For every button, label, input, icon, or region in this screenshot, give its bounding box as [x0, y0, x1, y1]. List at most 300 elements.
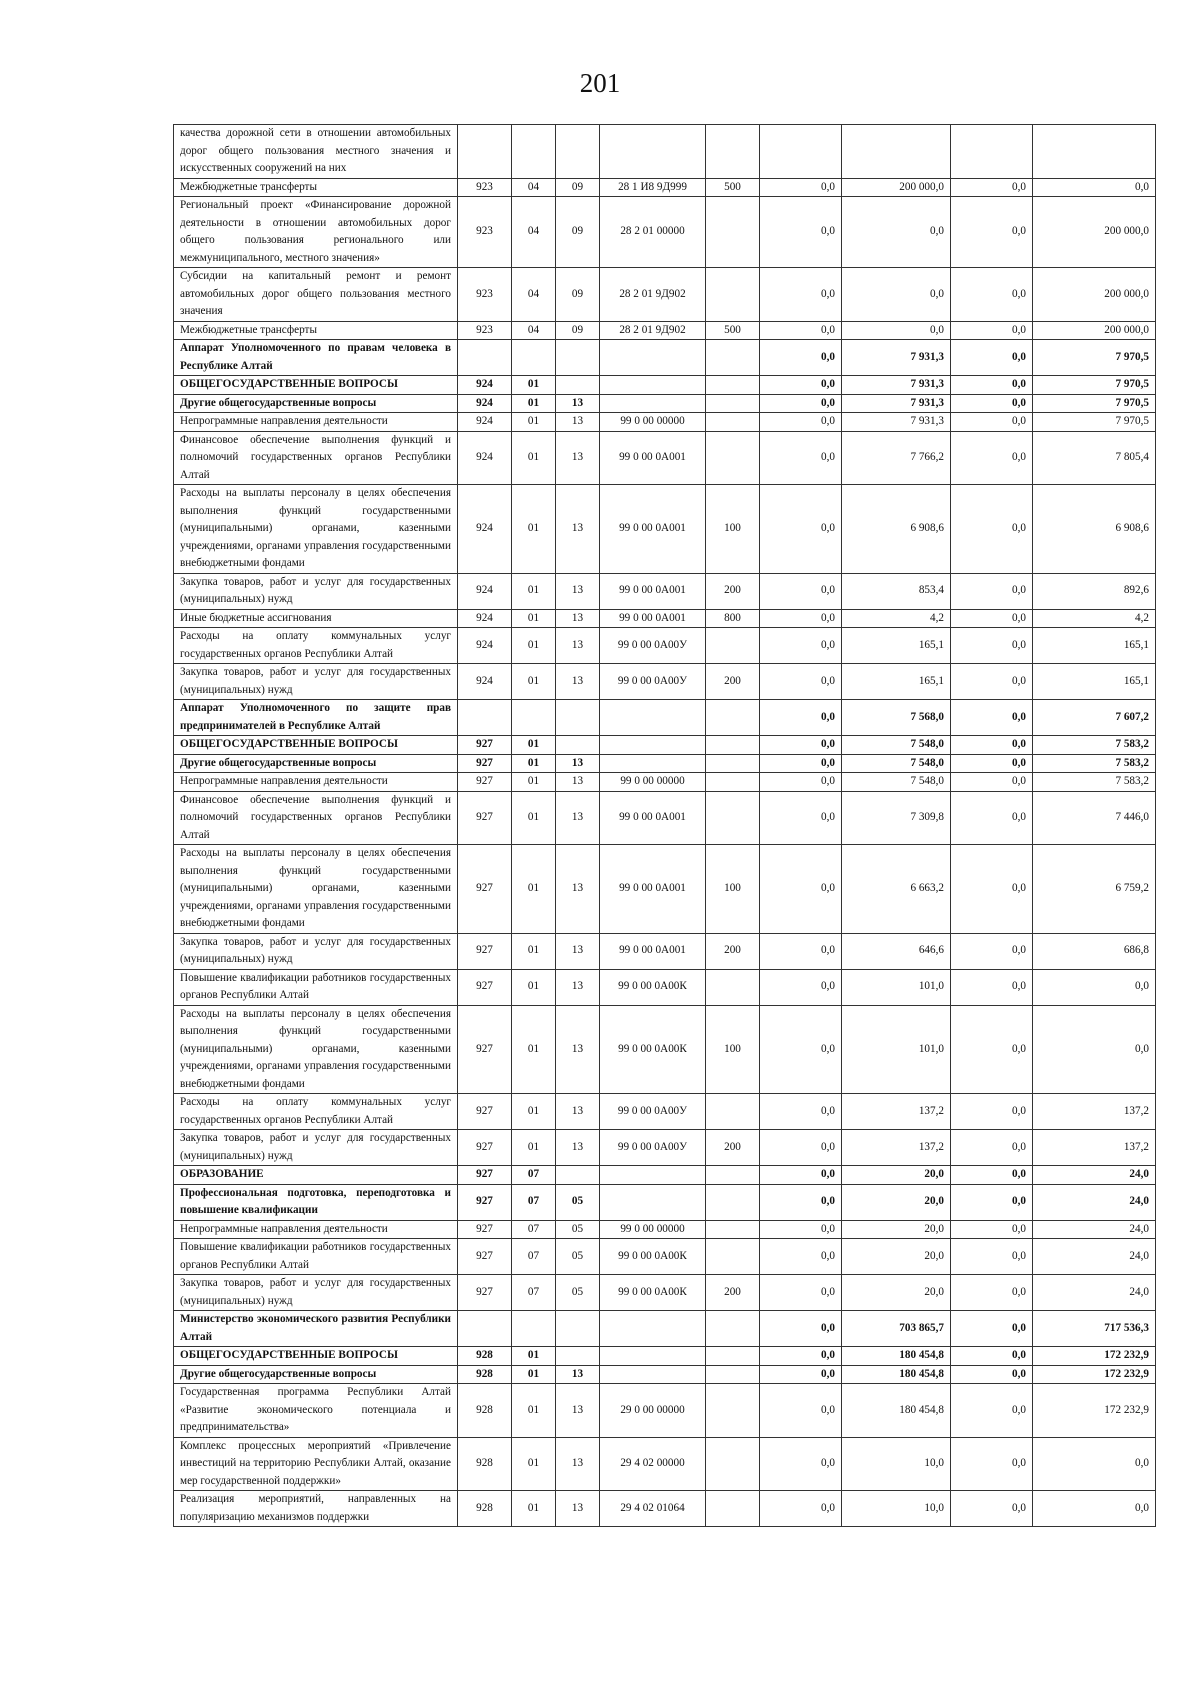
grbs-code-cell: 927: [458, 1094, 512, 1130]
subsection-code-cell: 13: [556, 628, 600, 664]
table-row: [174, 268, 1156, 322]
table-row: [174, 1094, 1156, 1130]
subsection-code-cell: 13: [556, 1384, 600, 1438]
amount-cell: [1033, 125, 1156, 179]
target-article-cell: 99 0 00 00000: [600, 773, 706, 792]
amount-cell: 7 583,2: [1033, 773, 1156, 792]
expense-type-cell: [706, 754, 760, 773]
row-name-cell: Другие общегосударственные вопросы: [174, 1365, 458, 1384]
row-name-cell: качества дорожной сети в отношении автомобильных дорог общего пользования местного значения и искусственных сооружений на них: [174, 125, 458, 179]
grbs-code-cell: 924: [458, 609, 512, 628]
amount-cell: 0,0: [760, 609, 842, 628]
section-code-cell: [512, 700, 556, 736]
expense-type-cell: [706, 1347, 760, 1366]
amount-cell: 0,0: [951, 1184, 1033, 1220]
table-row: [174, 1347, 1156, 1366]
amount-cell: 7 607,2: [1033, 700, 1156, 736]
row-name-cell: Другие общегосударственные вопросы: [174, 394, 458, 413]
grbs-code-cell: 924: [458, 376, 512, 395]
expense-type-cell: [706, 969, 760, 1005]
amount-cell: 0,0: [760, 1491, 842, 1527]
section-code-cell: 01: [512, 969, 556, 1005]
expense-type-cell: [706, 268, 760, 322]
target-article-cell: 99 0 00 0А001: [600, 791, 706, 845]
amount-cell: 0,0: [842, 268, 951, 322]
grbs-code-cell: 928: [458, 1437, 512, 1491]
target-article-cell: [600, 394, 706, 413]
table-row: [174, 1311, 1156, 1347]
amount-cell: 20,0: [842, 1166, 951, 1185]
target-article-cell: 28 2 01 00000: [600, 197, 706, 268]
subsection-code-cell: [556, 376, 600, 395]
table-row: [174, 1184, 1156, 1220]
grbs-code-cell: 927: [458, 969, 512, 1005]
row-name-cell: Профессиональная подготовка, переподготовка и повышение квалификации: [174, 1184, 458, 1220]
expense-type-cell: [706, 1384, 760, 1438]
subsection-code-cell: 13: [556, 664, 600, 700]
table-row: [174, 933, 1156, 969]
amount-cell: 20,0: [842, 1220, 951, 1239]
section-code-cell: 01: [512, 773, 556, 792]
amount-cell: 0,0: [1033, 178, 1156, 197]
amount-cell: 0,0: [760, 1311, 842, 1347]
row-name-cell: Другие общегосударственные вопросы: [174, 754, 458, 773]
row-name-cell: Расходы на оплату коммунальных услуг государственных органов Республики Алтай: [174, 628, 458, 664]
amount-cell: 0,0: [760, 1437, 842, 1491]
section-code-cell: 01: [512, 1437, 556, 1491]
amount-cell: 0,0: [951, 1005, 1033, 1094]
amount-cell: 0,0: [951, 1130, 1033, 1166]
subsection-code-cell: [556, 1311, 600, 1347]
target-article-cell: 99 0 00 00000: [600, 413, 706, 432]
target-article-cell: 99 0 00 0А001: [600, 933, 706, 969]
row-name-cell: Расходы на выплаты персоналу в целях обеспечения выполнения функций государственными (муниципальными) органами, казенными учреждениями, органами управления государственными внебюджетными фондами: [174, 845, 458, 934]
row-name-cell: Финансовое обеспечение выполнения функций и полномочий государственных органов Республики Алтай: [174, 431, 458, 485]
table-row: [174, 431, 1156, 485]
section-code-cell: 01: [512, 933, 556, 969]
amount-cell: 24,0: [1033, 1166, 1156, 1185]
row-name-cell: Закупка товаров, работ и услуг для государственных (муниципальных) нужд: [174, 1275, 458, 1311]
amount-cell: 101,0: [842, 1005, 951, 1094]
amount-cell: 24,0: [1033, 1220, 1156, 1239]
grbs-code-cell: 924: [458, 485, 512, 574]
amount-cell: 0,0: [760, 700, 842, 736]
section-code-cell: 01: [512, 664, 556, 700]
amount-cell: 137,2: [1033, 1094, 1156, 1130]
grbs-code-cell: 927: [458, 736, 512, 755]
amount-cell: 892,6: [1033, 573, 1156, 609]
target-article-cell: 28 1 И8 9Д999: [600, 178, 706, 197]
expense-type-cell: [706, 394, 760, 413]
expense-type-cell: [706, 773, 760, 792]
target-article-cell: 28 2 01 9Д902: [600, 321, 706, 340]
amount-cell: 7 568,0: [842, 700, 951, 736]
section-code-cell: 07: [512, 1239, 556, 1275]
expense-type-cell: [706, 1166, 760, 1185]
page-number: 201: [579, 68, 621, 98]
target-article-cell: [600, 736, 706, 755]
table-row: [174, 628, 1156, 664]
expense-type-cell: [706, 791, 760, 845]
section-code-cell: 01: [512, 736, 556, 755]
table-row: [174, 1437, 1156, 1491]
amount-cell: 137,2: [1033, 1130, 1156, 1166]
amount-cell: 7 931,3: [842, 413, 951, 432]
expense-type-cell: [706, 1365, 760, 1384]
table-row: [174, 969, 1156, 1005]
expense-type-cell: [706, 340, 760, 376]
table-row: [174, 845, 1156, 934]
target-article-cell: 99 0 00 0А00У: [600, 1094, 706, 1130]
section-code-cell: 01: [512, 485, 556, 574]
amount-cell: 7 970,5: [1033, 413, 1156, 432]
amount-cell: 0,0: [760, 791, 842, 845]
amount-cell: 0,0: [951, 1094, 1033, 1130]
target-article-cell: 29 0 00 00000: [600, 1384, 706, 1438]
amount-cell: 0,0: [951, 268, 1033, 322]
subsection-code-cell: 13: [556, 754, 600, 773]
expense-type-cell: 200: [706, 933, 760, 969]
amount-cell: 180 454,8: [842, 1384, 951, 1438]
amount-cell: 10,0: [842, 1491, 951, 1527]
amount-cell: 24,0: [1033, 1184, 1156, 1220]
expense-type-cell: [706, 736, 760, 755]
row-name-cell: Расходы на выплаты персоналу в целях обеспечения выполнения функций государственными (муниципальными) органами, казенными учреждениями, органами управления государственными внебюджетными фондами: [174, 485, 458, 574]
table-row: [174, 178, 1156, 197]
amount-cell: 200 000,0: [842, 178, 951, 197]
amount-cell: 0,0: [842, 197, 951, 268]
table-row: [174, 609, 1156, 628]
expense-type-cell: 500: [706, 321, 760, 340]
row-name-cell: Непрограммные направления деятельности: [174, 413, 458, 432]
expense-type-cell: [706, 376, 760, 395]
section-code-cell: 01: [512, 845, 556, 934]
row-name-cell: Комплекс процессных мероприятий «Привлечение инвестиций на территорию Республики Алтай, оказание мер государственной поддержки»: [174, 1437, 458, 1491]
subsection-code-cell: 13: [556, 1437, 600, 1491]
target-article-cell: 29 4 02 00000: [600, 1437, 706, 1491]
grbs-code-cell: 928: [458, 1365, 512, 1384]
target-article-cell: [600, 125, 706, 179]
amount-cell: 0,0: [951, 1311, 1033, 1347]
target-article-cell: 99 0 00 0А001: [600, 573, 706, 609]
target-article-cell: 99 0 00 0А00У: [600, 664, 706, 700]
grbs-code-cell: 928: [458, 1491, 512, 1527]
row-name-cell: Реализация мероприятий, направленных на популяризацию механизмов поддержки: [174, 1491, 458, 1527]
subsection-code-cell: 13: [556, 413, 600, 432]
table-row: [174, 125, 1156, 179]
amount-cell: 0,0: [951, 1166, 1033, 1185]
expense-type-cell: 200: [706, 1275, 760, 1311]
amount-cell: 0,0: [951, 1220, 1033, 1239]
amount-cell: 0,0: [951, 573, 1033, 609]
section-code-cell: 01: [512, 1365, 556, 1384]
subsection-code-cell: 13: [556, 573, 600, 609]
grbs-code-cell: 923: [458, 268, 512, 322]
subsection-code-cell: 13: [556, 845, 600, 934]
amount-cell: 0,0: [760, 1094, 842, 1130]
section-code-cell: 01: [512, 754, 556, 773]
amount-cell: 0,0: [760, 933, 842, 969]
grbs-code-cell: 927: [458, 933, 512, 969]
amount-cell: 4,2: [842, 609, 951, 628]
amount-cell: 7 970,5: [1033, 376, 1156, 395]
amount-cell: 0,0: [760, 178, 842, 197]
table-row: [174, 1166, 1156, 1185]
amount-cell: [842, 125, 951, 179]
amount-cell: 0,0: [951, 1491, 1033, 1527]
expense-type-cell: [706, 1239, 760, 1275]
amount-cell: 0,0: [951, 1365, 1033, 1384]
amount-cell: 0,0: [951, 485, 1033, 574]
amount-cell: 0,0: [760, 754, 842, 773]
amount-cell: 0,0: [951, 754, 1033, 773]
section-code-cell: [512, 340, 556, 376]
amount-cell: 0,0: [951, 376, 1033, 395]
amount-cell: 20,0: [842, 1184, 951, 1220]
row-name-cell: Государственная программа Республики Алтай «Развитие экономического потенциала и предпринимательства»: [174, 1384, 458, 1438]
amount-cell: 0,0: [1033, 1437, 1156, 1491]
amount-cell: 200 000,0: [1033, 268, 1156, 322]
table-row: [174, 700, 1156, 736]
amount-cell: 7 583,2: [1033, 754, 1156, 773]
amount-cell: 0,0: [760, 1005, 842, 1094]
table-row: [174, 1130, 1156, 1166]
subsection-code-cell: 13: [556, 969, 600, 1005]
section-code-cell: 04: [512, 321, 556, 340]
subsection-code-cell: [556, 736, 600, 755]
row-name-cell: Иные бюджетные ассигнования: [174, 609, 458, 628]
amount-cell: 165,1: [842, 628, 951, 664]
amount-cell: 7 931,3: [842, 340, 951, 376]
expense-type-cell: 100: [706, 845, 760, 934]
expense-type-cell: 200: [706, 573, 760, 609]
subsection-code-cell: 13: [556, 791, 600, 845]
section-code-cell: 04: [512, 268, 556, 322]
amount-cell: 180 454,8: [842, 1365, 951, 1384]
target-article-cell: [600, 340, 706, 376]
amount-cell: 686,8: [1033, 933, 1156, 969]
grbs-code-cell: 923: [458, 321, 512, 340]
amount-cell: 101,0: [842, 969, 951, 1005]
amount-cell: 0,0: [951, 431, 1033, 485]
section-code-cell: 01: [512, 376, 556, 395]
row-name-cell: Межбюджетные трансферты: [174, 321, 458, 340]
target-article-cell: 99 0 00 0А001: [600, 845, 706, 934]
row-name-cell: Расходы на оплату коммунальных услуг государственных органов Республики Алтай: [174, 1094, 458, 1130]
section-code-cell: 01: [512, 1491, 556, 1527]
amount-cell: 7 548,0: [842, 773, 951, 792]
amount-cell: [951, 125, 1033, 179]
table-row: [174, 736, 1156, 755]
grbs-code-cell: 927: [458, 1239, 512, 1275]
table-row: [174, 394, 1156, 413]
amount-cell: 0,0: [760, 485, 842, 574]
amount-cell: 0,0: [951, 969, 1033, 1005]
target-article-cell: 29 4 02 01064: [600, 1491, 706, 1527]
amount-cell: 0,0: [951, 1239, 1033, 1275]
amount-cell: 0,0: [951, 933, 1033, 969]
row-name-cell: Повышение квалификации работников государственных органов Республики Алтай: [174, 969, 458, 1005]
amount-cell: 646,6: [842, 933, 951, 969]
expense-type-cell: 800: [706, 609, 760, 628]
row-name-cell: Закупка товаров, работ и услуг для государственных (муниципальных) нужд: [174, 573, 458, 609]
amount-cell: 137,2: [842, 1094, 951, 1130]
amount-cell: 7 548,0: [842, 754, 951, 773]
row-name-cell: Непрограммные направления деятельности: [174, 1220, 458, 1239]
section-code-cell: 01: [512, 628, 556, 664]
row-name-cell: ОБРАЗОВАНИЕ: [174, 1166, 458, 1185]
amount-cell: 6 908,6: [842, 485, 951, 574]
amount-cell: 4,2: [1033, 609, 1156, 628]
amount-cell: 0,0: [760, 1347, 842, 1366]
grbs-code-cell: 927: [458, 845, 512, 934]
amount-cell: 200 000,0: [1033, 197, 1156, 268]
subsection-code-cell: 05: [556, 1275, 600, 1311]
subsection-code-cell: 05: [556, 1220, 600, 1239]
grbs-code-cell: 927: [458, 1220, 512, 1239]
amount-cell: 0,0: [1033, 1005, 1156, 1094]
budget-table: [173, 124, 1156, 1527]
grbs-code-cell: 927: [458, 1005, 512, 1094]
expense-type-cell: 500: [706, 178, 760, 197]
expense-type-cell: 200: [706, 664, 760, 700]
table-row: [174, 664, 1156, 700]
grbs-code-cell: 923: [458, 178, 512, 197]
subsection-code-cell: 13: [556, 609, 600, 628]
amount-cell: 0,0: [760, 321, 842, 340]
subsection-code-cell: 13: [556, 933, 600, 969]
amount-cell: 0,0: [951, 1384, 1033, 1438]
grbs-code-cell: 924: [458, 394, 512, 413]
section-code-cell: 04: [512, 197, 556, 268]
amount-cell: 0,0: [951, 628, 1033, 664]
amount-cell: 0,0: [1033, 969, 1156, 1005]
section-code-cell: 01: [512, 573, 556, 609]
grbs-code-cell: [458, 125, 512, 179]
grbs-code-cell: 924: [458, 413, 512, 432]
amount-cell: 24,0: [1033, 1275, 1156, 1311]
table-row: [174, 754, 1156, 773]
target-article-cell: 99 0 00 0А00У: [600, 1130, 706, 1166]
amount-cell: 0,0: [760, 1184, 842, 1220]
expense-type-cell: [706, 1437, 760, 1491]
grbs-code-cell: 924: [458, 573, 512, 609]
target-article-cell: 99 0 00 0А00К: [600, 1275, 706, 1311]
row-name-cell: Непрограммные направления деятельности: [174, 773, 458, 792]
table-row: [174, 413, 1156, 432]
grbs-code-cell: 924: [458, 664, 512, 700]
expense-type-cell: 100: [706, 1005, 760, 1094]
amount-cell: 0,0: [760, 394, 842, 413]
section-code-cell: 01: [512, 1347, 556, 1366]
expense-type-cell: [706, 1094, 760, 1130]
target-article-cell: 99 0 00 00000: [600, 1220, 706, 1239]
subsection-code-cell: 13: [556, 485, 600, 574]
grbs-code-cell: 928: [458, 1347, 512, 1366]
section-code-cell: [512, 1311, 556, 1347]
amount-cell: 0,0: [951, 413, 1033, 432]
subsection-code-cell: 13: [556, 431, 600, 485]
section-code-cell: 01: [512, 413, 556, 432]
grbs-code-cell: 927: [458, 1275, 512, 1311]
grbs-code-cell: 927: [458, 754, 512, 773]
row-name-cell: Финансовое обеспечение выполнения функций и полномочий государственных органов Республики Алтай: [174, 791, 458, 845]
table-row: [174, 1005, 1156, 1094]
amount-cell: 165,1: [842, 664, 951, 700]
amount-cell: 0,0: [951, 664, 1033, 700]
row-name-cell: Аппарат Уполномоченного по правам человека в Республике Алтай: [174, 340, 458, 376]
table-row: [174, 1365, 1156, 1384]
subsection-code-cell: 13: [556, 1005, 600, 1094]
subsection-code-cell: [556, 125, 600, 179]
section-code-cell: 01: [512, 394, 556, 413]
amount-cell: 0,0: [760, 340, 842, 376]
grbs-code-cell: 923: [458, 197, 512, 268]
grbs-code-cell: 927: [458, 1184, 512, 1220]
expense-type-cell: [706, 1220, 760, 1239]
section-code-cell: 01: [512, 1005, 556, 1094]
expense-type-cell: [706, 700, 760, 736]
section-code-cell: 01: [512, 791, 556, 845]
grbs-code-cell: 927: [458, 791, 512, 845]
amount-cell: 20,0: [842, 1275, 951, 1311]
amount-cell: 717 536,3: [1033, 1311, 1156, 1347]
target-article-cell: 99 0 00 0А00У: [600, 628, 706, 664]
target-article-cell: 99 0 00 0А00К: [600, 1239, 706, 1275]
row-name-cell: ОБЩЕГОСУДАРСТВЕННЫЕ ВОПРОСЫ: [174, 1347, 458, 1366]
amount-cell: 0,0: [951, 321, 1033, 340]
row-name-cell: ОБЩЕГОСУДАРСТВЕННЫЕ ВОПРОСЫ: [174, 736, 458, 755]
target-article-cell: 99 0 00 0А001: [600, 431, 706, 485]
row-name-cell: Региональный проект «Финансирование дорожной деятельности в отношении автомобильных дорог общего пользования регионального или межмуниципального, местного значения»: [174, 197, 458, 268]
amount-cell: 0,0: [760, 1239, 842, 1275]
amount-cell: 0,0: [760, 1130, 842, 1166]
section-code-cell: 01: [512, 431, 556, 485]
section-code-cell: [512, 125, 556, 179]
amount-cell: 0,0: [760, 1365, 842, 1384]
amount-cell: 0,0: [951, 197, 1033, 268]
table-row: [174, 1220, 1156, 1239]
amount-cell: 7 970,5: [1033, 340, 1156, 376]
amount-cell: 853,4: [842, 573, 951, 609]
grbs-code-cell: [458, 340, 512, 376]
target-article-cell: 99 0 00 0А001: [600, 609, 706, 628]
amount-cell: 0,0: [760, 1220, 842, 1239]
amount-cell: 7 931,3: [842, 394, 951, 413]
table-row: [174, 773, 1156, 792]
grbs-code-cell: 927: [458, 1166, 512, 1185]
subsection-code-cell: 13: [556, 394, 600, 413]
table-row: [174, 321, 1156, 340]
amount-cell: 0,0: [951, 394, 1033, 413]
amount-cell: 7 931,3: [842, 376, 951, 395]
target-article-cell: [600, 754, 706, 773]
amount-cell: 0,0: [951, 773, 1033, 792]
section-code-cell: 07: [512, 1275, 556, 1311]
target-article-cell: [600, 1311, 706, 1347]
subsection-code-cell: 05: [556, 1184, 600, 1220]
expense-type-cell: [706, 1491, 760, 1527]
row-name-cell: Расходы на выплаты персоналу в целях обеспечения выполнения функций государственными (муниципальными) органами, казенными учреждениями, органами управления государственными внебюджетными фондами: [174, 1005, 458, 1094]
amount-cell: 0,0: [951, 1437, 1033, 1491]
expense-type-cell: [706, 197, 760, 268]
amount-cell: 0,0: [760, 1166, 842, 1185]
amount-cell: 7 548,0: [842, 736, 951, 755]
amount-cell: 20,0: [842, 1239, 951, 1275]
table-row: [174, 376, 1156, 395]
target-article-cell: [600, 700, 706, 736]
row-name-cell: ОБЩЕГОСУДАРСТВЕННЫЕ ВОПРОСЫ: [174, 376, 458, 395]
